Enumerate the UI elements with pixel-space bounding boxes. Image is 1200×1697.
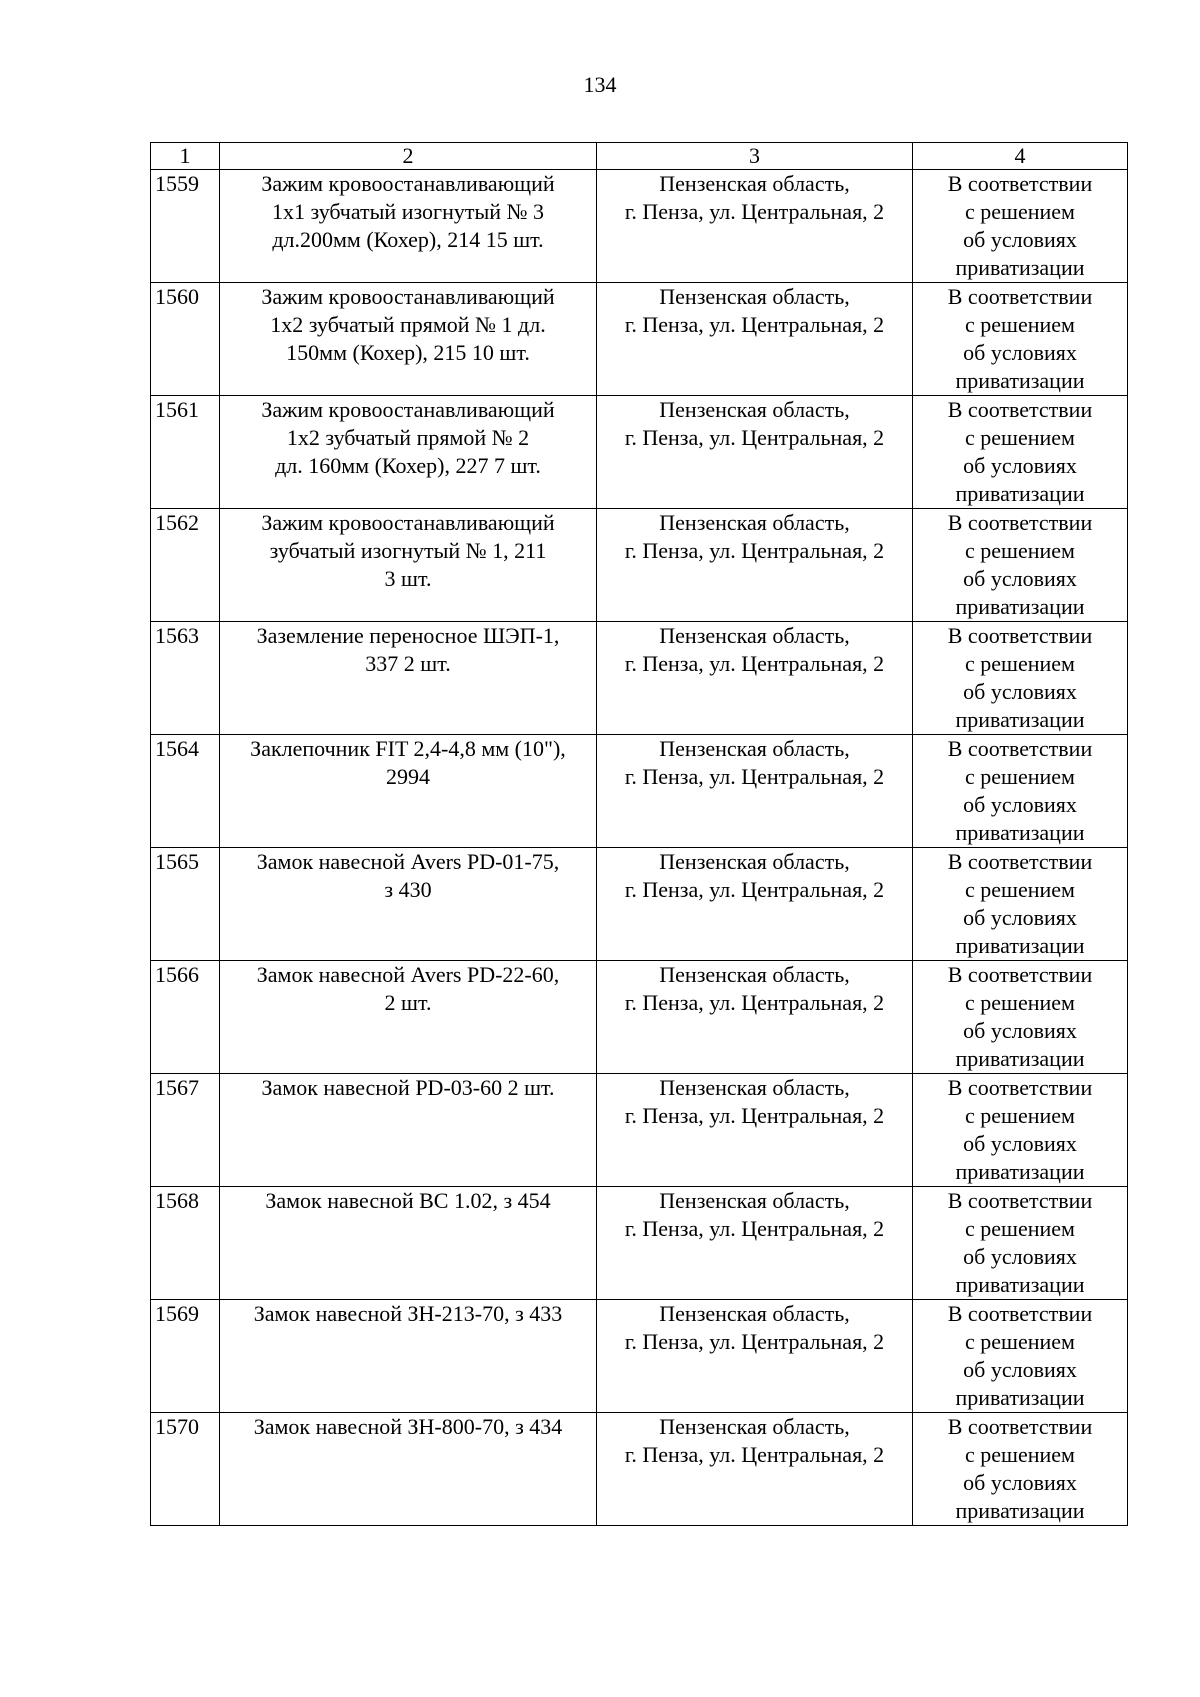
condition-line: с решением: [965, 538, 1075, 563]
item-name-cell: [220, 283, 597, 396]
item-name-line: Замок навесной Avers PD-01-75,: [256, 849, 560, 874]
condition-line: В соответствии: [947, 1414, 1093, 1439]
address-cell: [597, 1300, 913, 1413]
condition-line: с решением: [965, 651, 1075, 676]
address-cell: [597, 735, 913, 848]
item-name-line: дл.200мм (Кохер), 214 15 шт.: [272, 227, 544, 252]
header-row: [151, 143, 1128, 170]
row-number: 1560: [151, 283, 220, 396]
item-name-line: Заземление переносное ШЭП-1,: [256, 623, 560, 648]
condition-line: об условиях: [963, 679, 1077, 704]
item-name-line: Зажим кровоостанавливающий: [261, 284, 555, 309]
item-name-line: Зажим кровоостанавливающий: [261, 397, 555, 422]
condition-line: приватизации: [955, 820, 1085, 845]
condition-line: приватизации: [955, 1498, 1085, 1523]
item-name-line: дл. 160мм (Кохер), 227 7 шт.: [275, 453, 541, 478]
condition-cell: [913, 961, 1128, 1074]
condition-line: об условиях: [963, 340, 1077, 365]
address-line: г. Пенза, ул. Центральная, 2: [624, 651, 885, 676]
address-line: г. Пенза, ул. Центральная, 2: [624, 764, 885, 789]
address-line: г. Пенза, ул. Центральная, 2: [624, 877, 885, 902]
address-line: г. Пенза, ул. Центральная, 2: [624, 1442, 885, 1467]
address-line: г. Пенза, ул. Центральная, 2: [624, 990, 885, 1015]
address-line: Пензенская область,: [659, 623, 850, 648]
condition-line: об условиях: [963, 1357, 1077, 1382]
table-row: [151, 170, 1128, 283]
condition-line: об условиях: [963, 227, 1077, 252]
condition-line: с решением: [965, 312, 1075, 337]
address-cell: [597, 396, 913, 509]
row-number: 1567: [151, 1074, 220, 1187]
address-cell: [597, 848, 913, 961]
row-number: 1569: [151, 1300, 220, 1413]
item-name-line: Замок навесной ЗН-800-70, з 434: [253, 1414, 563, 1439]
address-line: Пензенская область,: [659, 849, 850, 874]
condition-cell: [913, 170, 1128, 283]
address-line: Пензенская область,: [659, 1188, 850, 1213]
item-name-line: 2994: [386, 764, 430, 789]
condition-cell: [913, 622, 1128, 735]
condition-line: приватизации: [955, 481, 1085, 506]
item-name-line: 150мм (Кохер), 215 10 шт.: [286, 340, 530, 365]
column-header-1: 1: [151, 143, 220, 170]
item-name-cell: [220, 170, 597, 283]
condition-line: об условиях: [963, 905, 1077, 930]
item-name-line: з 430: [384, 877, 432, 902]
condition-cell: [913, 1413, 1128, 1526]
item-name-line: Замок навесной ЗН-213-70, з 433: [253, 1301, 563, 1326]
address-line: Пензенская область,: [659, 1414, 850, 1439]
address-line: Пензенская область,: [659, 1075, 850, 1100]
condition-line: приватизации: [955, 1385, 1085, 1410]
address-line: г. Пенза, ул. Центральная, 2: [624, 1216, 885, 1241]
condition-line: приватизации: [955, 255, 1085, 280]
address-cell: [597, 1187, 913, 1300]
row-number: 1561: [151, 396, 220, 509]
address-line: Пензенская область,: [659, 510, 850, 535]
condition-line: об условиях: [963, 1244, 1077, 1269]
property-table: [150, 142, 1128, 1526]
condition-cell: [913, 848, 1128, 961]
condition-line: с решением: [965, 1442, 1075, 1467]
row-number: 1570: [151, 1413, 220, 1526]
table-row: [151, 1187, 1128, 1300]
item-name-cell: [220, 961, 597, 1074]
condition-line: с решением: [965, 1329, 1075, 1354]
address-line: Пензенская область,: [659, 397, 850, 422]
condition-line: с решением: [965, 425, 1075, 450]
condition-line: приватизации: [955, 1159, 1085, 1184]
condition-line: В соответствии: [947, 849, 1093, 874]
item-name-cell: [220, 1413, 597, 1526]
table-row: [151, 1074, 1128, 1187]
item-name-line: Зажим кровоостанавливающий: [261, 171, 555, 196]
condition-cell: [913, 735, 1128, 848]
condition-line: с решением: [965, 1103, 1075, 1128]
table-row: [151, 1413, 1128, 1526]
condition-line: приватизации: [955, 368, 1085, 393]
address-cell: [597, 170, 913, 283]
item-name-line: Замок навесной PD-03-60 2 шт.: [261, 1075, 555, 1100]
address-line: г. Пенза, ул. Центральная, 2: [624, 1329, 885, 1354]
condition-line: В соответствии: [947, 171, 1093, 196]
condition-cell: [913, 509, 1128, 622]
item-name-cell: [220, 848, 597, 961]
row-number: 1565: [151, 848, 220, 961]
condition-line: В соответствии: [947, 623, 1093, 648]
condition-cell: [913, 1300, 1128, 1413]
address-line: Пензенская область,: [659, 284, 850, 309]
address-cell: [597, 961, 913, 1074]
address-cell: [597, 283, 913, 396]
table-row: [151, 961, 1128, 1074]
column-header-3: 3: [597, 143, 913, 170]
condition-line: с решением: [965, 1216, 1075, 1241]
condition-line: приватизации: [955, 594, 1085, 619]
item-name-line: Замок навесной Avers PD-22-60,: [256, 962, 560, 987]
condition-line: приватизации: [955, 707, 1085, 732]
address-cell: [597, 622, 913, 735]
condition-cell: [913, 1187, 1128, 1300]
row-number: 1564: [151, 735, 220, 848]
address-cell: [597, 1074, 913, 1187]
item-name-cell: [220, 1074, 597, 1187]
row-number: 1563: [151, 622, 220, 735]
item-name-cell: [220, 396, 597, 509]
row-number: 1566: [151, 961, 220, 1074]
column-header-4: 4: [913, 143, 1128, 170]
condition-cell: [913, 396, 1128, 509]
table-row: [151, 622, 1128, 735]
address-cell: [597, 1413, 913, 1526]
condition-line: с решением: [965, 990, 1075, 1015]
table-header: [151, 143, 1128, 170]
item-name-line: 1х2 зубчатый прямой № 2: [286, 425, 530, 450]
condition-line: об условиях: [963, 1131, 1077, 1156]
condition-line: В соответствии: [947, 1188, 1093, 1213]
table-row: [151, 396, 1128, 509]
condition-line: В соответствии: [947, 510, 1093, 535]
address-line: Пензенская область,: [659, 962, 850, 987]
item-name-line: 2 шт.: [384, 990, 432, 1015]
address-line: г. Пенза, ул. Центральная, 2: [624, 312, 885, 337]
page-number: 134: [583, 72, 617, 97]
item-name-line: 1х2 зубчатый прямой № 1 дл.: [270, 312, 546, 337]
condition-line: об условиях: [963, 1018, 1077, 1043]
condition-line: с решением: [965, 764, 1075, 789]
condition-cell: [913, 283, 1128, 396]
item-name-line: Замок навесной ВС 1.02, з 454: [265, 1188, 551, 1213]
item-name-line: 1х1 зубчатый изогнутый № 3: [271, 199, 544, 224]
address-line: Пензенская область,: [659, 736, 850, 761]
table-row: [151, 509, 1128, 622]
address-line: Пензенская область,: [659, 171, 850, 196]
condition-line: приватизации: [955, 1046, 1085, 1071]
condition-line: В соответствии: [947, 1301, 1093, 1326]
table-body: [151, 170, 1128, 1526]
item-name-line: Зажим кровоостанавливающий: [261, 510, 555, 535]
condition-line: приватизации: [955, 933, 1085, 958]
item-name-line: 337 2 шт.: [365, 651, 451, 676]
condition-line: приватизации: [955, 1272, 1085, 1297]
condition-line: В соответствии: [947, 284, 1093, 309]
column-header-2: 2: [220, 143, 597, 170]
item-name-line: зубчатый изогнутый № 1, 211: [269, 538, 547, 563]
item-name-line: 3 шт.: [384, 566, 432, 591]
item-name-line: Заклепочник FIT 2,4-4,8 мм (10"),: [250, 736, 566, 761]
condition-line: В соответствии: [947, 1075, 1093, 1100]
address-line: г. Пенза, ул. Центральная, 2: [624, 1103, 885, 1128]
item-name-cell: [220, 509, 597, 622]
table-row: [151, 1300, 1128, 1413]
address-cell: [597, 509, 913, 622]
address-line: г. Пенза, ул. Центральная, 2: [624, 538, 885, 563]
condition-line: об условиях: [963, 792, 1077, 817]
row-number: 1559: [151, 170, 220, 283]
item-name-cell: [220, 622, 597, 735]
item-name-cell: [220, 735, 597, 848]
address-line: Пензенская область,: [659, 1301, 850, 1326]
table-row: [151, 848, 1128, 961]
row-number: 1562: [151, 509, 220, 622]
table-row: [151, 283, 1128, 396]
address-line: г. Пенза, ул. Центральная, 2: [624, 199, 885, 224]
condition-line: об условиях: [963, 566, 1077, 591]
condition-line: об условиях: [963, 453, 1077, 478]
table-row: [151, 735, 1128, 848]
condition-line: В соответствии: [947, 397, 1093, 422]
condition-line: с решением: [965, 877, 1075, 902]
row-number: 1568: [151, 1187, 220, 1300]
condition-line: В соответствии: [947, 736, 1093, 761]
item-name-cell: [220, 1300, 597, 1413]
address-line: г. Пенза, ул. Центральная, 2: [624, 425, 885, 450]
condition-line: В соответствии: [947, 962, 1093, 987]
condition-cell: [913, 1074, 1128, 1187]
condition-line: об условиях: [963, 1470, 1077, 1495]
item-name-cell: [220, 1187, 597, 1300]
condition-line: с решением: [965, 199, 1075, 224]
